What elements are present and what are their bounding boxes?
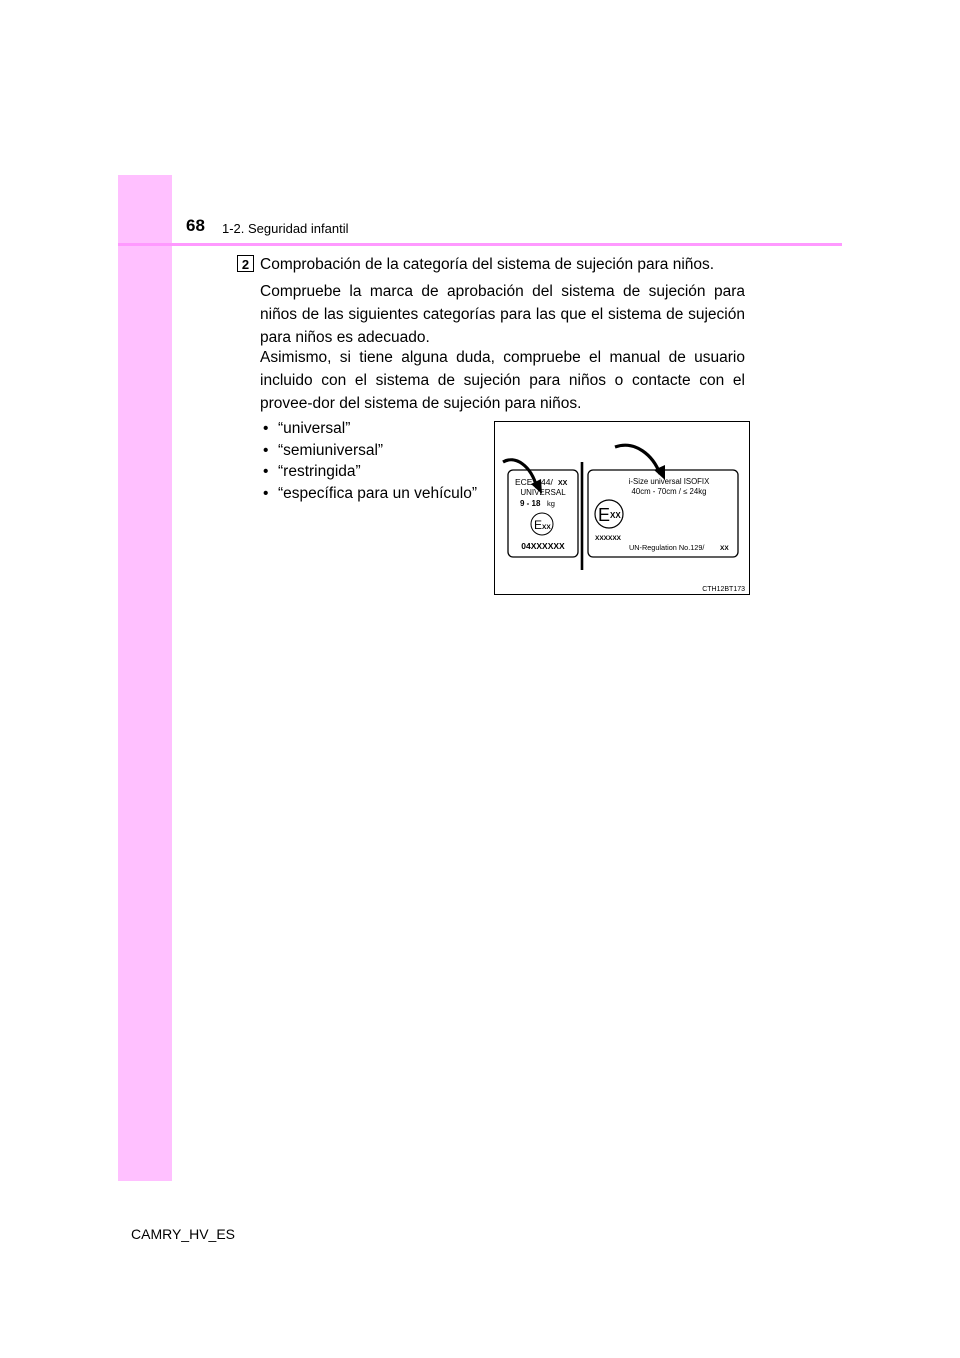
paragraph-doubts: Asimismo, si tiene alguna duda, compruebe el manual de usuario incluido con el sistema de sujeción para niños o contacte con el provee-dor del sistema de sujeción para niños.: [260, 349, 745, 412]
list-item: • “restringida”: [263, 461, 477, 483]
section-title: 1-2. Seguridad infantil: [222, 221, 349, 236]
list-item: • “específica para un vehículo”: [263, 483, 477, 505]
weight-unit-text: kg: [547, 499, 555, 508]
header-divider: [118, 243, 842, 246]
page-sidebar-tab: [118, 175, 172, 1181]
regulation-version-text: XX: [720, 545, 729, 552]
isize-title-text: i-Size universal ISOFIX: [628, 477, 710, 486]
e-mark-right: E: [598, 505, 611, 525]
e-mark-sub-right: XX: [610, 511, 621, 520]
ece-text: ECE: [515, 477, 533, 487]
approval-number-left: 04XXXXXX: [521, 541, 565, 551]
approval-label-figure: [494, 421, 750, 595]
ece-regulation-text: 44/: [541, 477, 553, 487]
approval-label-illustration: [495, 422, 751, 596]
approval-number-right: XXXXXX: [595, 535, 622, 542]
weight-range-text: 9 - 18: [520, 499, 541, 508]
page-number: 68: [186, 216, 205, 235]
ece-version-text: XX: [558, 480, 568, 487]
isize-range-text: 40cm - 70cm / ≤ 24kg: [631, 487, 707, 496]
category-list: [263, 418, 477, 504]
e-mark-sub-left: XX: [542, 524, 551, 531]
e-mark-left: E: [534, 518, 543, 532]
footer-model-code: CAMRY_HV_ES: [131, 1226, 236, 1242]
regulation-text: UN-Regulation No.129/: [629, 543, 705, 552]
figure-code: CTH12BT173: [702, 586, 745, 593]
universal-text: UNIVERSAL: [520, 488, 566, 497]
step-heading: Comprobación de la categoría del sistema de sujeción para niños.: [260, 256, 715, 273]
list-item: • “universal”: [263, 418, 477, 440]
paragraph-approval-mark: Compruebe la marca de aprobación del sistema de sujeción para niños de las siguientes categorías para las que el sistema de sujeción para niños es adecuado.: [260, 283, 745, 346]
step-number-badge: 2: [237, 255, 254, 272]
list-item: • “semiuniversal”: [263, 440, 477, 462]
